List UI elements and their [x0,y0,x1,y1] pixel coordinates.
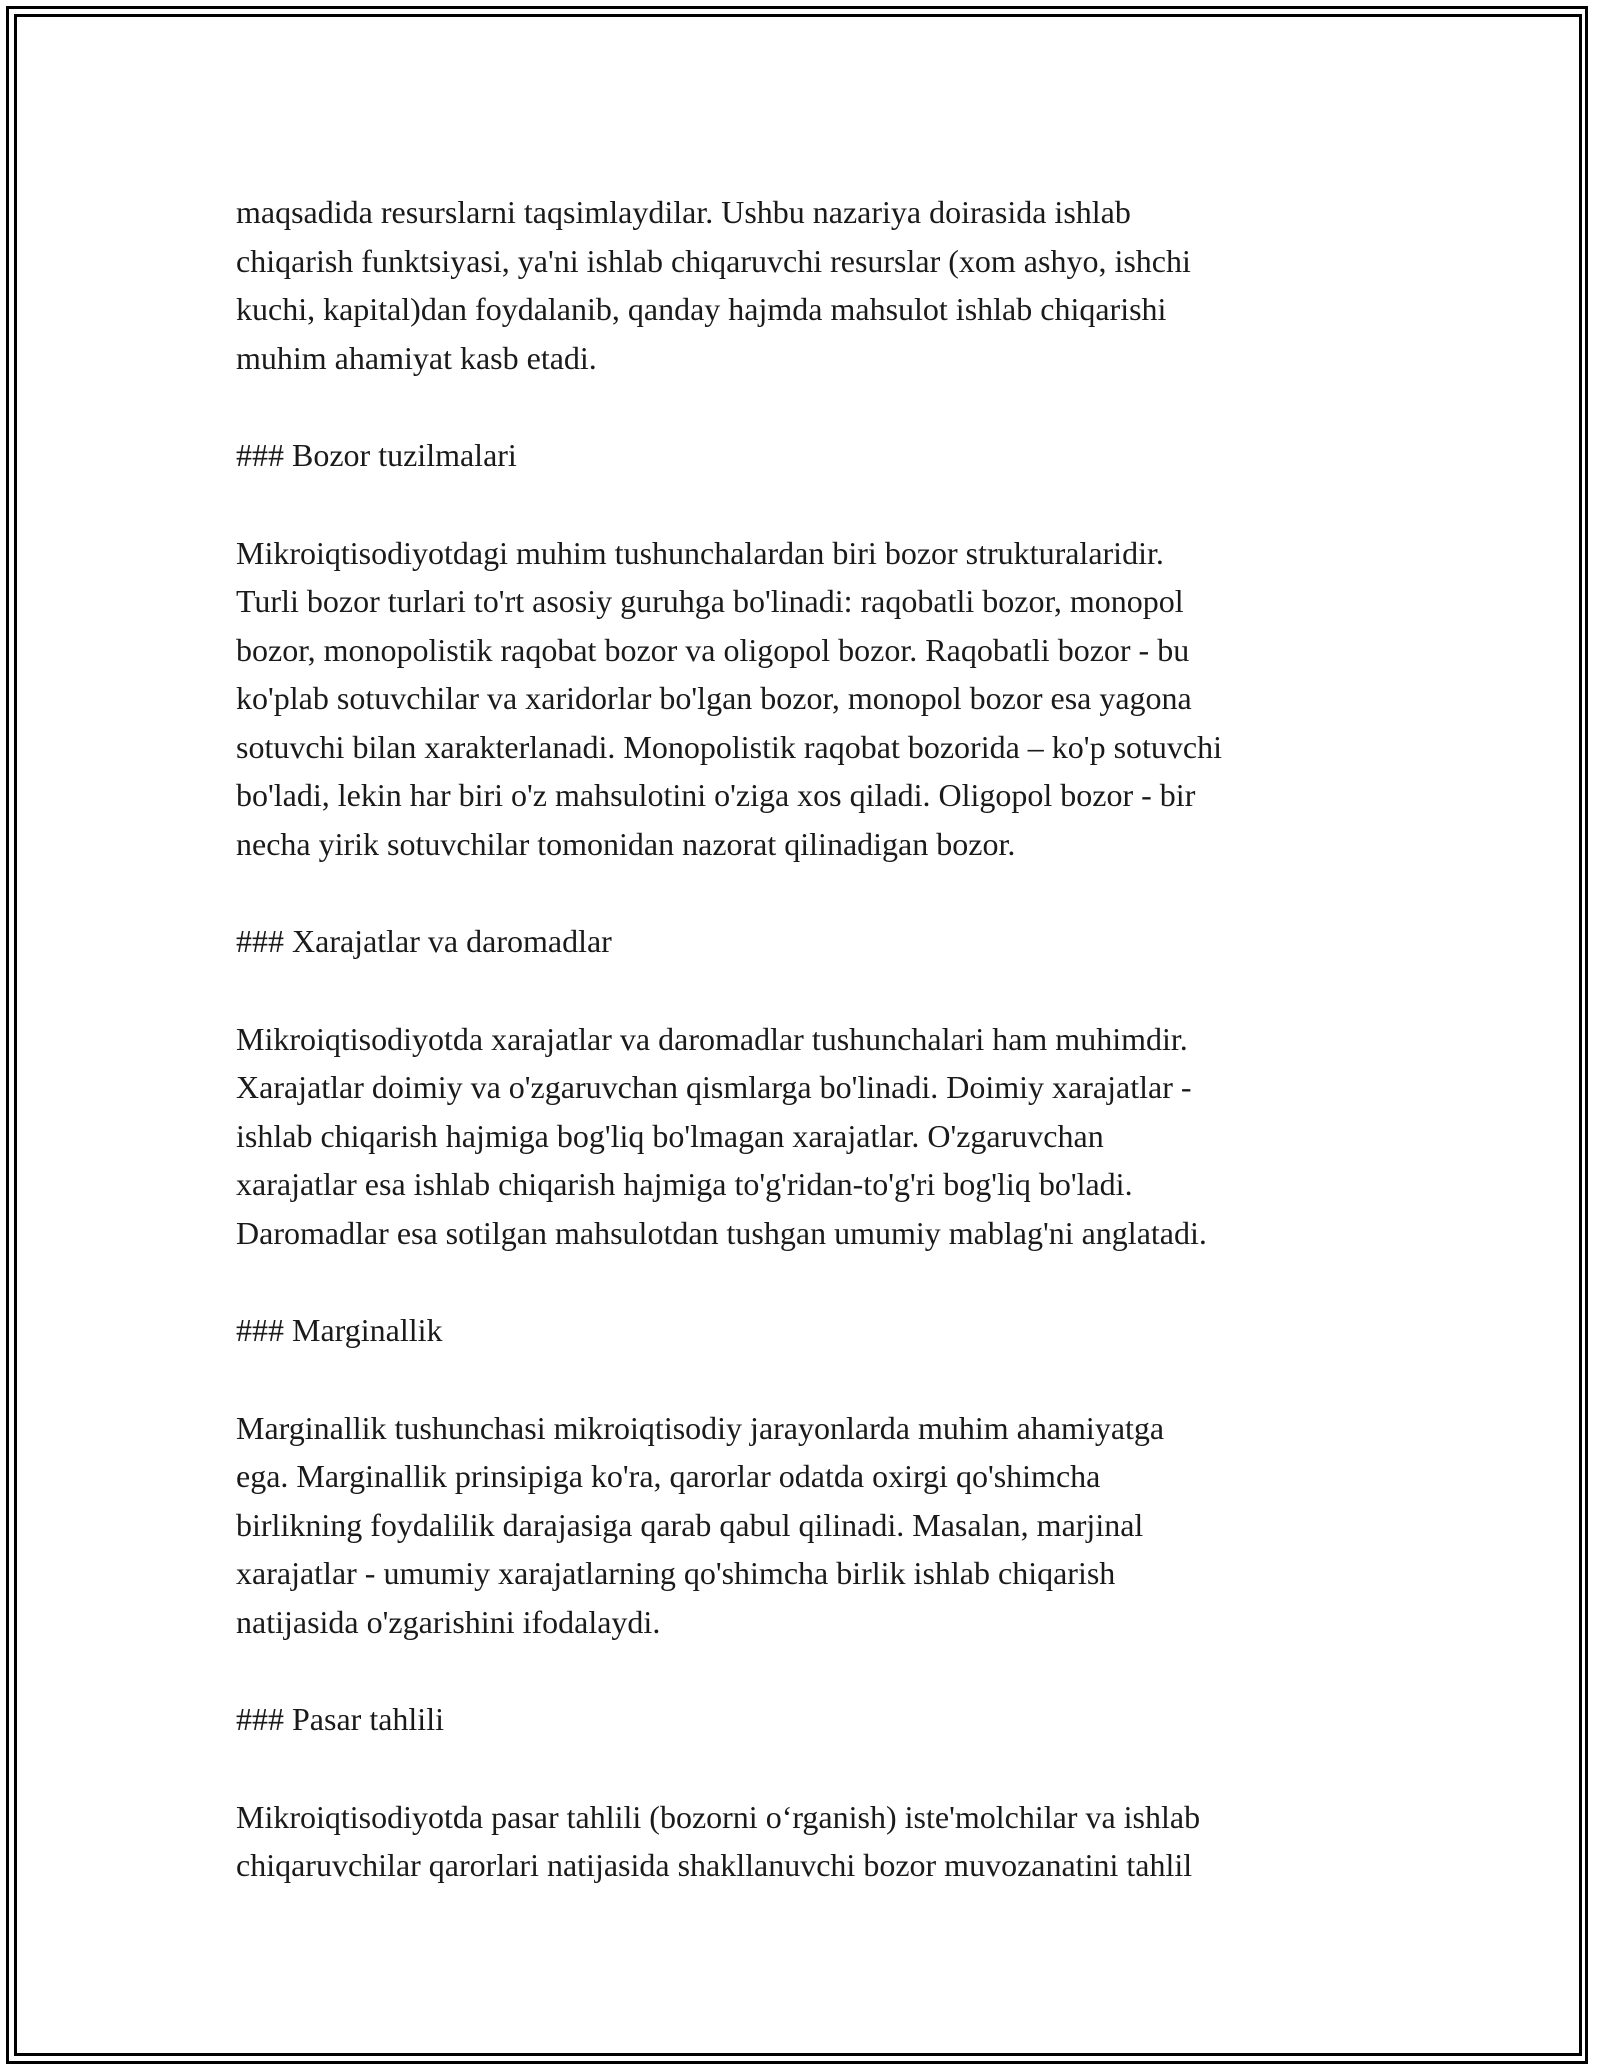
paragraph-intro: maqsadida resurslarni taqsimlaydilar. Ushbu nazariya doirasida ishlab chiqarish funktsiyasi, ya'ni ishlab chiqaruvchi resurslar (xom ashyo, ishchi kuchi, kapital)dan foydalanib, qanday hajmda mahsulot ishlab chiqarishi muhim ahamiyat kasb etadi. [236,194,1191,376]
heading-pasar-tahlili: ### Pasar tahlili [236,1701,444,1737]
paragraph-xarajatlar-daromadlar: Mikroiqtisodiyotda xarajatlar va daromadlar tushunchalari ham muhimdir. Xarajatlar doimiy va o'zgaruvchan qismlarga bo'linadi. Doimiy xarajatlar - ishlab chiqarish hajmiga bog'liq bo'lmagan xarajatlar. O'zgaruvchan xarajatlar esa ishlab chiqarish hajmiga to'g'ridan-to'g'ri bog'liq bo'ladi. Daromadlar esa sotilgan mahsulotdan tushgan umumiy mablag'ni anglatadi. [236,1020,1207,1251]
paragraph-bozor-tuzilmalari: Mikroiqtisodiyotdagi muhim tushunchalardan biri bozor strukturalaridir. Turli bozor turlari to'rt asosiy guruhga bo'linadi: raqobatli bozor, monopol bozor, monopolistik raqobat bozor va oligopol bozor. Raqobatli bozor - bu ko'plab sotuvchilar va xaridorlar bo'lgan bozor, monopol bozor esa yagona sotuvchi bilan xarakterlanadi. Monopolistik raqobat bozorida – ko'p sotuvchi bo'ladi, lekin har biri o'z mahsulotini o'ziga xos qiladi. Oligopol bozor - bir necha yirik sotuvchilar tomonidan nazorat qilinadigan bozor. [236,534,1222,862]
paragraph-marginallik: Marginallik tushunchasi mikroiqtisodiy jarayonlarda muhim ahamiyatga ega. Marginallik prinsipiga ko'ra, qarorlar odatda oxirgi qo'shimcha birlikning foydalilik darajasiga qarab qabul qilinadi. Masalan, marjinal xarajatlar - umumiy xarajatlarning qo'shimcha birlik ishlab chiqarish natijasida o'zgarishini ifodalaydi. [236,1409,1165,1640]
heading-marginallik: ### Marginallik [236,1312,443,1348]
paragraph-pasar-tahlili: Mikroiqtisodiyotda pasar tahlili (bozorni o‘rganish) iste'molchilar va ishlab chiqaruvchilar qarorlari natijasida shakllanuvchi bozor muvozanatini tahlil [236,1798,1201,1883]
document-body [236,188,1386,1939]
heading-xarajatlar-daromadlar: ### Xarajatlar va daromadlar [236,923,612,959]
heading-bozor-tuzilmalari: ### Bozor tuzilmalari [236,437,517,473]
